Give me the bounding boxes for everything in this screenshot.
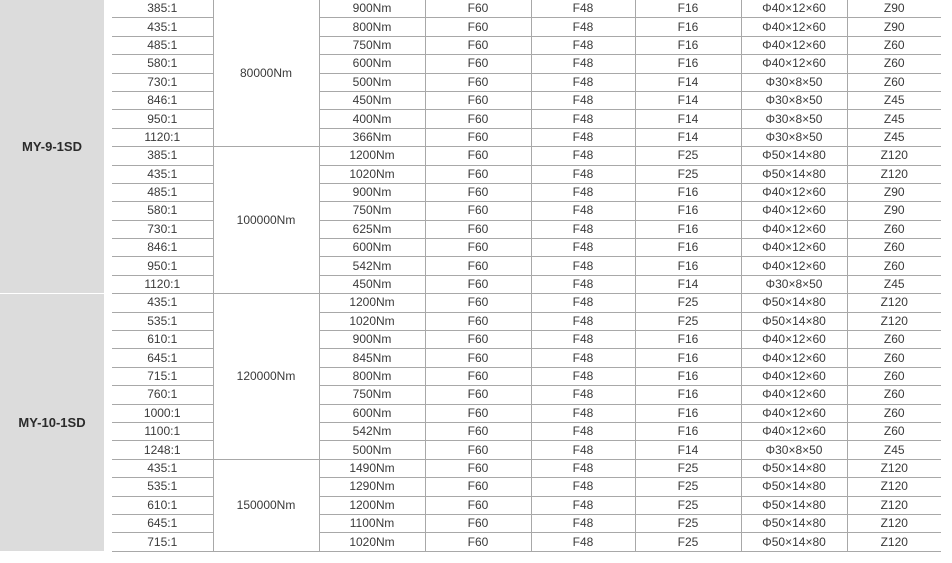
shaft-flange-cell: F16	[635, 386, 741, 404]
shaft-flange-cell: F25	[635, 514, 741, 532]
shaft-dimension-cell: Φ30×8×50	[741, 128, 847, 146]
ratio-cell: 760:1	[108, 386, 213, 404]
input-flange-cell: F60	[425, 202, 531, 220]
output-torque-cell: 1100Nm	[319, 514, 425, 532]
input-flange-cell: F60	[425, 312, 531, 330]
shaft-dimension-cell: Φ40×12×60	[741, 239, 847, 257]
table-row	[0, 147, 941, 165]
output-torque-cell: 900Nm	[319, 331, 425, 349]
shaft-flange-cell: F25	[635, 478, 741, 496]
input-flange-cell: F60	[425, 165, 531, 183]
flange-cell: F48	[531, 36, 635, 54]
shaft-dimension-cell: Φ50×14×80	[741, 459, 847, 477]
gear-teeth-cell: Z120	[847, 496, 941, 514]
rated-torque-cell: 120000Nm	[213, 294, 319, 460]
shaft-dimension-cell: Φ40×12×60	[741, 202, 847, 220]
output-torque-cell: 542Nm	[319, 422, 425, 440]
table-row	[0, 202, 941, 220]
shaft-dimension-cell: Φ50×14×80	[741, 312, 847, 330]
flange-cell: F48	[531, 128, 635, 146]
shaft-dimension-cell: Φ40×12×60	[741, 220, 847, 238]
output-torque-cell: 450Nm	[319, 91, 425, 109]
shaft-dimension-cell: Φ50×14×80	[741, 165, 847, 183]
ratio-cell: 435:1	[108, 294, 213, 312]
input-flange-cell: F60	[425, 459, 531, 477]
ratio-cell: 715:1	[108, 533, 213, 551]
ratio-cell: 1120:1	[108, 128, 213, 146]
ratio-cell: 950:1	[108, 257, 213, 275]
input-flange-cell: F60	[425, 128, 531, 146]
ratio-cell: 580:1	[108, 202, 213, 220]
table-row	[0, 91, 941, 109]
shaft-dimension-cell: Φ40×12×60	[741, 183, 847, 201]
table-row	[0, 0, 941, 18]
shaft-dimension-cell: Φ50×14×80	[741, 514, 847, 532]
flange-cell: F48	[531, 294, 635, 312]
shaft-flange-cell: F16	[635, 183, 741, 201]
flange-cell: F48	[531, 386, 635, 404]
gear-teeth-cell: Z60	[847, 367, 941, 385]
output-torque-cell: 450Nm	[319, 275, 425, 293]
gear-teeth-cell: Z60	[847, 220, 941, 238]
gear-teeth-cell: Z45	[847, 275, 941, 293]
table-row	[0, 367, 941, 385]
table-row	[0, 514, 941, 532]
table-row	[0, 386, 941, 404]
output-torque-cell: 1200Nm	[319, 147, 425, 165]
table-row	[0, 312, 941, 330]
gear-teeth-cell: Z120	[847, 312, 941, 330]
shaft-flange-cell: F16	[635, 404, 741, 422]
ratio-cell: 435:1	[108, 165, 213, 183]
table-row	[0, 459, 941, 477]
shaft-dimension-cell: Φ40×12×60	[741, 367, 847, 385]
shaft-flange-cell: F25	[635, 147, 741, 165]
output-torque-cell: 900Nm	[319, 0, 425, 18]
flange-cell: F48	[531, 331, 635, 349]
output-torque-cell: 800Nm	[319, 18, 425, 36]
input-flange-cell: F60	[425, 220, 531, 238]
gear-teeth-cell: Z60	[847, 55, 941, 73]
input-flange-cell: F60	[425, 514, 531, 532]
shaft-flange-cell: F16	[635, 422, 741, 440]
gear-teeth-cell: Z120	[847, 533, 941, 551]
table-row	[0, 220, 941, 238]
output-torque-cell: 500Nm	[319, 441, 425, 459]
output-torque-cell: 1020Nm	[319, 165, 425, 183]
table-row	[0, 496, 941, 514]
input-flange-cell: F60	[425, 478, 531, 496]
gear-teeth-cell: Z45	[847, 110, 941, 128]
output-torque-cell: 500Nm	[319, 73, 425, 91]
flange-cell: F48	[531, 312, 635, 330]
gear-teeth-cell: Z120	[847, 294, 941, 312]
ratio-cell: 950:1	[108, 110, 213, 128]
table-row	[0, 275, 941, 293]
gear-teeth-cell: Z45	[847, 441, 941, 459]
ratio-cell: 435:1	[108, 459, 213, 477]
ratio-cell: 645:1	[108, 349, 213, 367]
table-row	[0, 478, 941, 496]
input-flange-cell: F60	[425, 367, 531, 385]
shaft-flange-cell: F16	[635, 202, 741, 220]
input-flange-cell: F60	[425, 239, 531, 257]
ratio-cell: 610:1	[108, 496, 213, 514]
gear-teeth-cell: Z120	[847, 459, 941, 477]
shaft-flange-cell: F14	[635, 128, 741, 146]
input-flange-cell: F60	[425, 73, 531, 91]
shaft-flange-cell: F25	[635, 459, 741, 477]
ratio-cell: 1000:1	[108, 404, 213, 422]
flange-cell: F48	[531, 202, 635, 220]
table-row	[0, 257, 941, 275]
shaft-dimension-cell: Φ50×14×80	[741, 478, 847, 496]
output-torque-cell: 1200Nm	[319, 496, 425, 514]
input-flange-cell: F60	[425, 55, 531, 73]
gear-teeth-cell: Z60	[847, 404, 941, 422]
input-flange-cell: F60	[425, 0, 531, 18]
shaft-flange-cell: F14	[635, 275, 741, 293]
output-torque-cell: 750Nm	[319, 202, 425, 220]
output-torque-cell: 625Nm	[319, 220, 425, 238]
shaft-flange-cell: F16	[635, 220, 741, 238]
output-torque-cell: 1020Nm	[319, 312, 425, 330]
gear-teeth-cell: Z120	[847, 165, 941, 183]
shaft-dimension-cell: Φ50×14×80	[741, 496, 847, 514]
ratio-cell: 385:1	[108, 0, 213, 18]
shaft-flange-cell: F16	[635, 239, 741, 257]
shaft-dimension-cell: Φ40×12×60	[741, 349, 847, 367]
shaft-dimension-cell: Φ40×12×60	[741, 404, 847, 422]
ratio-cell: 1100:1	[108, 422, 213, 440]
table-row	[0, 294, 941, 312]
gear-teeth-cell: Z90	[847, 18, 941, 36]
shaft-flange-cell: F16	[635, 257, 741, 275]
shaft-dimension-cell: Φ40×12×60	[741, 257, 847, 275]
ratio-cell: 535:1	[108, 478, 213, 496]
flange-cell: F48	[531, 55, 635, 73]
output-torque-cell: 750Nm	[319, 36, 425, 54]
flange-cell: F48	[531, 0, 635, 18]
gear-teeth-cell: Z60	[847, 239, 941, 257]
flange-cell: F48	[531, 18, 635, 36]
flange-cell: F48	[531, 220, 635, 238]
shaft-dimension-cell: Φ30×8×50	[741, 91, 847, 109]
flange-cell: F48	[531, 73, 635, 91]
input-flange-cell: F60	[425, 441, 531, 459]
rated-torque-cell: 100000Nm	[213, 147, 319, 294]
table-row	[0, 110, 941, 128]
input-flange-cell: F60	[425, 349, 531, 367]
ratio-cell: 385:1	[108, 147, 213, 165]
ratio-cell: 1248:1	[108, 441, 213, 459]
flange-cell: F48	[531, 533, 635, 551]
table-row	[0, 183, 941, 201]
ratio-cell: 846:1	[108, 239, 213, 257]
flange-cell: F48	[531, 367, 635, 385]
ratio-cell: 580:1	[108, 55, 213, 73]
table-row	[0, 165, 941, 183]
output-torque-cell: 600Nm	[319, 404, 425, 422]
model-name-cell: MY-10-1SD	[0, 294, 108, 551]
gear-teeth-cell: Z60	[847, 36, 941, 54]
output-torque-cell: 900Nm	[319, 183, 425, 201]
shaft-flange-cell: F14	[635, 73, 741, 91]
input-flange-cell: F60	[425, 257, 531, 275]
shaft-flange-cell: F25	[635, 294, 741, 312]
input-flange-cell: F60	[425, 147, 531, 165]
shaft-flange-cell: F16	[635, 18, 741, 36]
shaft-dimension-cell: Φ30×8×50	[741, 275, 847, 293]
shaft-flange-cell: F16	[635, 0, 741, 18]
shaft-flange-cell: F16	[635, 36, 741, 54]
table-row	[0, 404, 941, 422]
input-flange-cell: F60	[425, 386, 531, 404]
input-flange-cell: F60	[425, 18, 531, 36]
flange-cell: F48	[531, 275, 635, 293]
shaft-flange-cell: F16	[635, 367, 741, 385]
output-torque-cell: 1290Nm	[319, 478, 425, 496]
flange-cell: F48	[531, 257, 635, 275]
ratio-cell: 846:1	[108, 91, 213, 109]
rated-torque-cell: 80000Nm	[213, 0, 319, 147]
ratio-cell: 730:1	[108, 220, 213, 238]
output-torque-cell: 1490Nm	[319, 459, 425, 477]
shaft-dimension-cell: Φ40×12×60	[741, 331, 847, 349]
table-row	[0, 533, 941, 551]
gear-teeth-cell: Z45	[847, 91, 941, 109]
shaft-dimension-cell: Φ30×8×50	[741, 110, 847, 128]
shaft-dimension-cell: Φ50×14×80	[741, 294, 847, 312]
input-flange-cell: F60	[425, 36, 531, 54]
flange-cell: F48	[531, 496, 635, 514]
input-flange-cell: F60	[425, 294, 531, 312]
ratio-cell: 485:1	[108, 36, 213, 54]
input-flange-cell: F60	[425, 275, 531, 293]
shaft-dimension-cell: Φ30×8×50	[741, 73, 847, 91]
rated-torque-cell: 150000Nm	[213, 459, 319, 551]
output-torque-cell: 600Nm	[319, 55, 425, 73]
ratio-cell: 1120:1	[108, 275, 213, 293]
input-flange-cell: F60	[425, 91, 531, 109]
shaft-flange-cell: F16	[635, 349, 741, 367]
flange-cell: F48	[531, 110, 635, 128]
shaft-dimension-cell: Φ40×12×60	[741, 18, 847, 36]
ratio-cell: 730:1	[108, 73, 213, 91]
table-row	[0, 239, 941, 257]
output-torque-cell: 1200Nm	[319, 294, 425, 312]
output-torque-cell: 750Nm	[319, 386, 425, 404]
model-name-cell: MY-9-1SD	[0, 0, 108, 294]
gear-teeth-cell: Z90	[847, 183, 941, 201]
ratio-cell: 435:1	[108, 18, 213, 36]
flange-cell: F48	[531, 147, 635, 165]
table-row	[0, 331, 941, 349]
flange-cell: F48	[531, 422, 635, 440]
shaft-dimension-cell: Φ40×12×60	[741, 0, 847, 18]
gear-teeth-cell: Z90	[847, 202, 941, 220]
gear-teeth-cell: Z120	[847, 514, 941, 532]
gear-teeth-cell: Z45	[847, 128, 941, 146]
flange-cell: F48	[531, 478, 635, 496]
ratio-cell: 715:1	[108, 367, 213, 385]
shaft-dimension-cell: Φ50×14×80	[741, 533, 847, 551]
table-row	[0, 55, 941, 73]
input-flange-cell: F60	[425, 422, 531, 440]
shaft-flange-cell: F14	[635, 91, 741, 109]
input-flange-cell: F60	[425, 183, 531, 201]
ratio-cell: 645:1	[108, 514, 213, 532]
gear-teeth-cell: Z90	[847, 0, 941, 18]
gear-teeth-cell: Z60	[847, 257, 941, 275]
shaft-flange-cell: F16	[635, 331, 741, 349]
ratio-cell: 610:1	[108, 331, 213, 349]
shaft-flange-cell: F16	[635, 55, 741, 73]
output-torque-cell: 366Nm	[319, 128, 425, 146]
flange-cell: F48	[531, 514, 635, 532]
input-flange-cell: F60	[425, 110, 531, 128]
shaft-flange-cell: F25	[635, 312, 741, 330]
flange-cell: F48	[531, 441, 635, 459]
table-row	[0, 36, 941, 54]
table-row	[0, 349, 941, 367]
shaft-dimension-cell: Φ50×14×80	[741, 147, 847, 165]
shaft-flange-cell: F25	[635, 165, 741, 183]
flange-cell: F48	[531, 183, 635, 201]
output-torque-cell: 400Nm	[319, 110, 425, 128]
table-row	[0, 422, 941, 440]
shaft-flange-cell: F14	[635, 441, 741, 459]
table-row	[0, 441, 941, 459]
output-torque-cell: 845Nm	[319, 349, 425, 367]
gear-teeth-cell: Z60	[847, 349, 941, 367]
shaft-dimension-cell: Φ40×12×60	[741, 422, 847, 440]
output-torque-cell: 542Nm	[319, 257, 425, 275]
shaft-dimension-cell: Φ40×12×60	[741, 55, 847, 73]
gear-teeth-cell: Z120	[847, 478, 941, 496]
shaft-dimension-cell: Φ30×8×50	[741, 441, 847, 459]
gear-teeth-cell: Z60	[847, 386, 941, 404]
shaft-dimension-cell: Φ40×12×60	[741, 36, 847, 54]
gear-teeth-cell: Z60	[847, 422, 941, 440]
output-torque-cell: 600Nm	[319, 239, 425, 257]
flange-cell: F48	[531, 239, 635, 257]
input-flange-cell: F60	[425, 533, 531, 551]
shaft-flange-cell: F25	[635, 496, 741, 514]
ratio-cell: 485:1	[108, 183, 213, 201]
flange-cell: F48	[531, 349, 635, 367]
shaft-dimension-cell: Φ40×12×60	[741, 386, 847, 404]
flange-cell: F48	[531, 404, 635, 422]
input-flange-cell: F60	[425, 496, 531, 514]
flange-cell: F48	[531, 459, 635, 477]
flange-cell: F48	[531, 91, 635, 109]
input-flange-cell: F60	[425, 404, 531, 422]
flange-cell: F48	[531, 165, 635, 183]
gear-teeth-cell: Z60	[847, 73, 941, 91]
table-row	[0, 73, 941, 91]
table-row	[0, 128, 941, 146]
ratio-cell: 535:1	[108, 312, 213, 330]
table-row	[0, 18, 941, 36]
gear-teeth-cell: Z60	[847, 331, 941, 349]
shaft-flange-cell: F14	[635, 110, 741, 128]
input-flange-cell: F60	[425, 331, 531, 349]
output-torque-cell: 800Nm	[319, 367, 425, 385]
gear-teeth-cell: Z120	[847, 147, 941, 165]
output-torque-cell: 1020Nm	[319, 533, 425, 551]
shaft-flange-cell: F25	[635, 533, 741, 551]
